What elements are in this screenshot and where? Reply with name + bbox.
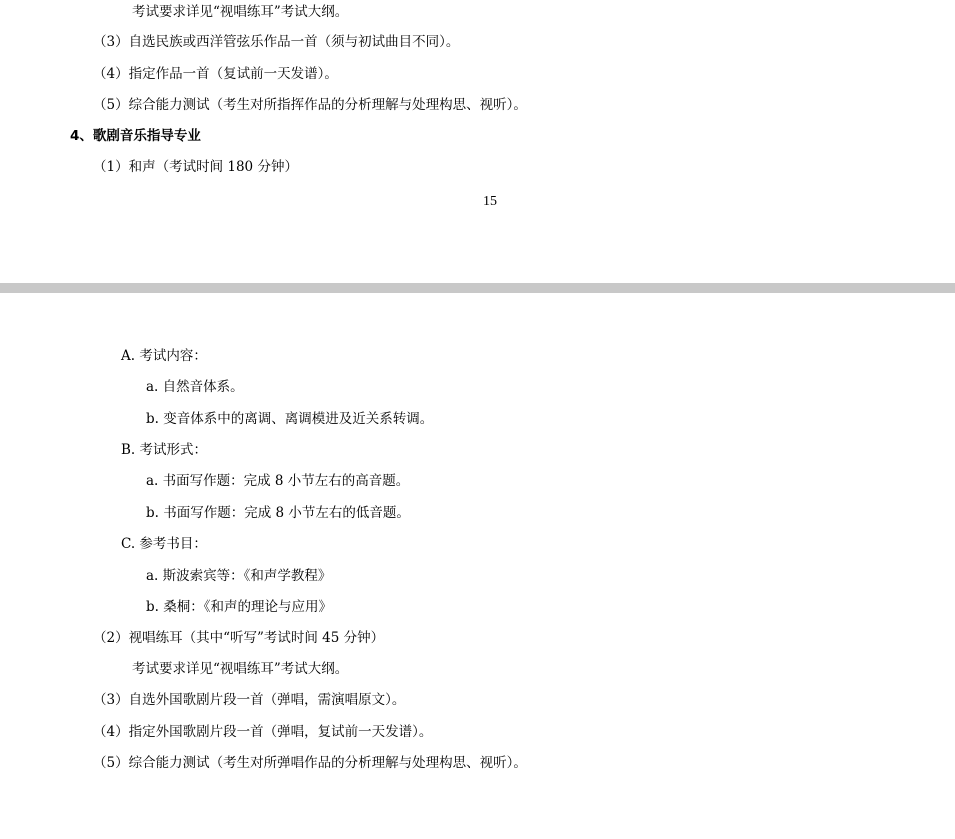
outline-label: B. 考试形式： [121,442,208,458]
page-divider [0,283,955,293]
outline-item: a. 自然音体系。 [146,379,244,395]
outline-item: b. 变音体系中的离调、离调模进及近关系转调。 [146,411,434,427]
outline-item: a. 书面写作题：完成 8 小节左右的高音题。 [146,473,410,489]
text-line: （3）自选民族或西洋管弦乐作品一首（须与初试曲目不同）。 [93,34,460,50]
section-heading: 4、歌剧音乐指导专业 [70,128,201,144]
text-line: （5）综合能力测试（考生对所弹唱作品的分析理解与处理构思、视听）。 [93,755,527,771]
text-line: 考试要求详见“视唱练耳”考试大纲。 [132,4,349,20]
text-line: （2）视唱练耳（其中“听写”考试时间 45 分钟） [93,630,385,646]
text-line: 考试要求详见“视唱练耳”考试大纲。 [132,661,349,677]
text-line: （5）综合能力测试（考生对所指挥作品的分析理解与处理构思、视听）。 [93,97,527,113]
text-line: （4）指定作品一首（复试前一天发谱）。 [93,66,338,82]
page-number: 15 [483,194,497,209]
text-line: （4）指定外国歌剧片段一首（弹唱，复试前一天发谱）。 [93,724,433,740]
outline-item: b. 书面写作题：完成 8 小节左右的低音题。 [146,505,410,521]
outline-item: a. 斯波索宾等：《和声学教程》 [146,568,332,584]
outline-item: b. 桑桐：《和声的理论与应用》 [146,599,332,615]
outline-label: C. 参考书目： [121,536,207,552]
document-page-top [0,0,955,283]
text-line: （3）自选外国歌剧片段一首（弹唱，需演唱原文）。 [93,692,406,708]
text-line: （1）和声（考试时间 180 分钟） [93,159,298,175]
outline-label: A. 考试内容： [121,348,207,364]
